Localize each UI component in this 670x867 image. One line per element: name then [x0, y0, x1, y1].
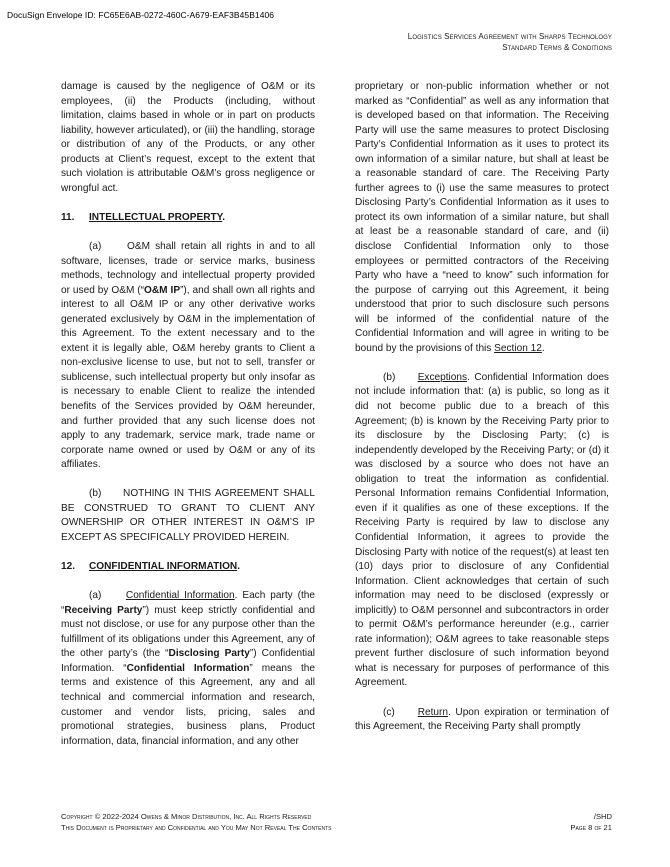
section-11-heading [61, 211, 315, 226]
term-confidential-information: Confidential Information [126, 662, 250, 674]
term-receiving-party: Receiving Party [64, 604, 143, 616]
section-11a-text-2: ”), and shall own all rights and interest to all O&M IP or any other derivative works generated exclusively by O&M in the implementation of this Agreement. To the extent necessary and to the extent it is legally able, O&M hereby grants to Client a non-exclusive license to use, but not to sell, transfer or sublicense, such intellectual property but only insofar as is necessary to enable Client to realize the intended benefits of the Services provided by O&M hereunder, and further provided that any such license does not apply to any trademark, service mark, trade name or corporate name owned or used by O&M or any of its affiliates. [61, 284, 315, 471]
term-om-ip: O&M IP [144, 284, 181, 296]
section-12a-text-3: ”) Confidential Information. “ [61, 648, 315, 674]
term-disclosing-party: Disclosing Party [168, 648, 250, 660]
section-12-heading [61, 560, 315, 575]
footer-left [61, 811, 331, 833]
page-current: 8 [588, 823, 593, 832]
left-column [61, 80, 315, 749]
header-title: Logistics Services Agreement with Sharps Technology [407, 32, 612, 41]
section-12a-continuation [355, 80, 609, 356]
page-prefix: Page [570, 823, 589, 832]
section-11-period: . [222, 211, 226, 223]
section-11-title: INTELLECTUAL PROPERTY [89, 211, 223, 223]
section-11a-text-1: O&M shall retain all rights in and to all software, licenses, trade or service marks, business methods, technology and intellectual property provided or used by O&M (“ [61, 241, 315, 296]
right-column [355, 80, 609, 735]
footer-copyright: Copyright © 2022-2024 Owens & Minor Distribution, Inc. All Rights Reserved [61, 812, 312, 821]
footer-right [570, 811, 612, 833]
page-number [570, 822, 612, 833]
section-11a-label: (a) [89, 241, 102, 253]
section-12-period: . [237, 561, 241, 573]
section-12c-label: (c) [383, 706, 395, 718]
section-12-number: 12. [61, 561, 76, 573]
section-12a-text-4: ” means the terms and existence of this Agreement, any and all technical and commercial information and research, customer and vendor lists, pricing, sales and promotional strategies, business plans, Product information, data, financial information, and any other [61, 662, 315, 747]
section-12a-title: Confidential Information [125, 590, 235, 602]
section-12-reference-link[interactable]: Section 12 [494, 342, 542, 354]
section-11b-paragraph [61, 487, 315, 545]
document-header [408, 31, 612, 53]
paragraph-continuation: damage is caused by the negligence of O&M or its employees, (ii) the Products (including, without limitation, claims based in whole or in part on products liability, however articulated), or (iii) the handling, storage or distribution of any of the Products, or any other products at Client’s request, except to the extent that such violation is attributable O&M’s gross negligence or wrongful act. [61, 81, 315, 194]
section-12a-paragraph [61, 589, 315, 749]
section-11-number: 11. [61, 211, 75, 223]
section-11a-paragraph [61, 240, 315, 473]
header-subtitle: Standard Terms & Conditions [502, 43, 612, 52]
section-12-title: CONFIDENTIAL INFORMATION [89, 561, 238, 573]
section-11b-label: (b) [89, 488, 102, 500]
section-12b-paragraph [355, 371, 609, 691]
section-12a-continuation-end: . [541, 342, 545, 354]
docusign-envelope-id: DocuSign Envelope ID: FC65E6AB-0272-460C-A679-EAF3B45B1406 [7, 10, 275, 20]
section-12a-continuation-text: proprietary or non-public information whether or not marked as “Confidential” as well as any information that is developed based on that information. The Receiving Party will use the same measures to protect Disclosing Party’s Confidential Information as it uses to protect its own information of a similar nature, but shall at least be a reasonable standard of care. The Receiving Party further agrees to (i) use the same measures to protect Disclosing Party’s Confidential Information as it uses to protect its own information of a similar nature, but shall at least be a reasonable standard of care, and (ii) disclose Confidential Information only to those employees or permitted contractors of the Receiving Party who have a “need to know” such information for the purpose of carrying out this Agreement, it being understood that prior to such disclosure such persons will be informed of the confidential nature of the Confidential Information and will agree in writing to be bound by the provisions of this [355, 81, 609, 354]
footer-proprietary-notice: This Document is Proprietary and Confidential and You May Not Reveal The Contents [61, 823, 332, 832]
section-12c-paragraph [355, 706, 609, 735]
section-12a-text-2: ”) must keep strictly confidential and must not disclose, or use for any purpose other than the fulfillment of its obligations under this Agreement, any of the other party’s (the “ [61, 604, 315, 660]
footer-initials: /SHD [593, 812, 612, 821]
page-total: 21 [603, 823, 612, 832]
section-12b-label: (b) [383, 371, 396, 383]
page-of: of [592, 823, 604, 832]
section-12c-title: Return [417, 706, 449, 718]
section-12b-text: . Confidential Information does not include information that: (a) is public, so long as it did not become public due to a breach of this Agreement; (b) is known by the Receiving Party prior to its disclosure by the Disclosing Party; (c) is independently developed by the Receiving Party; or (d) it was disclosed by a source who does not have an obligation to treat the information as confidential. Personal Information remains Confidential Information, even if it qualifies as one of these exceptions. If the Receiving Party is required by law to disclose any Confidential Information, it agrees to provide the Disclosing Party with notice of the request(s) at least ten (10) days prior to disclosure of any Confidential Information. Client acknowledges that certain of such information may need to be disclosed (expressly or implicitly) to O&M personnel and subcontractors in order to permit O&M’s performance hereunder (e.g., carrier rate information); O&M agrees to take reasonable steps prevent further disclosure of such information beyond what is necessary for purposes of performance of this Agreement. [355, 371, 609, 689]
section-12a-text-1: . Each party (the “ [61, 590, 315, 616]
section-12c-text: . Upon expiration or termination of this Agreement, the Receiving Party shall promptly [355, 706, 609, 733]
section-12a-label: (a) [89, 590, 102, 602]
section-12b-title: Exceptions [417, 371, 468, 383]
section-11b-text: NOTHING IN THIS AGREEMENT SHALL BE CONSTRUED TO GRANT TO CLIENT ANY OWNERSHIP OR OTHER INTEREST IN O&M’S IP EXCEPT AS SPECIFICALLY PROVIDED HEREIN. [61, 488, 315, 543]
